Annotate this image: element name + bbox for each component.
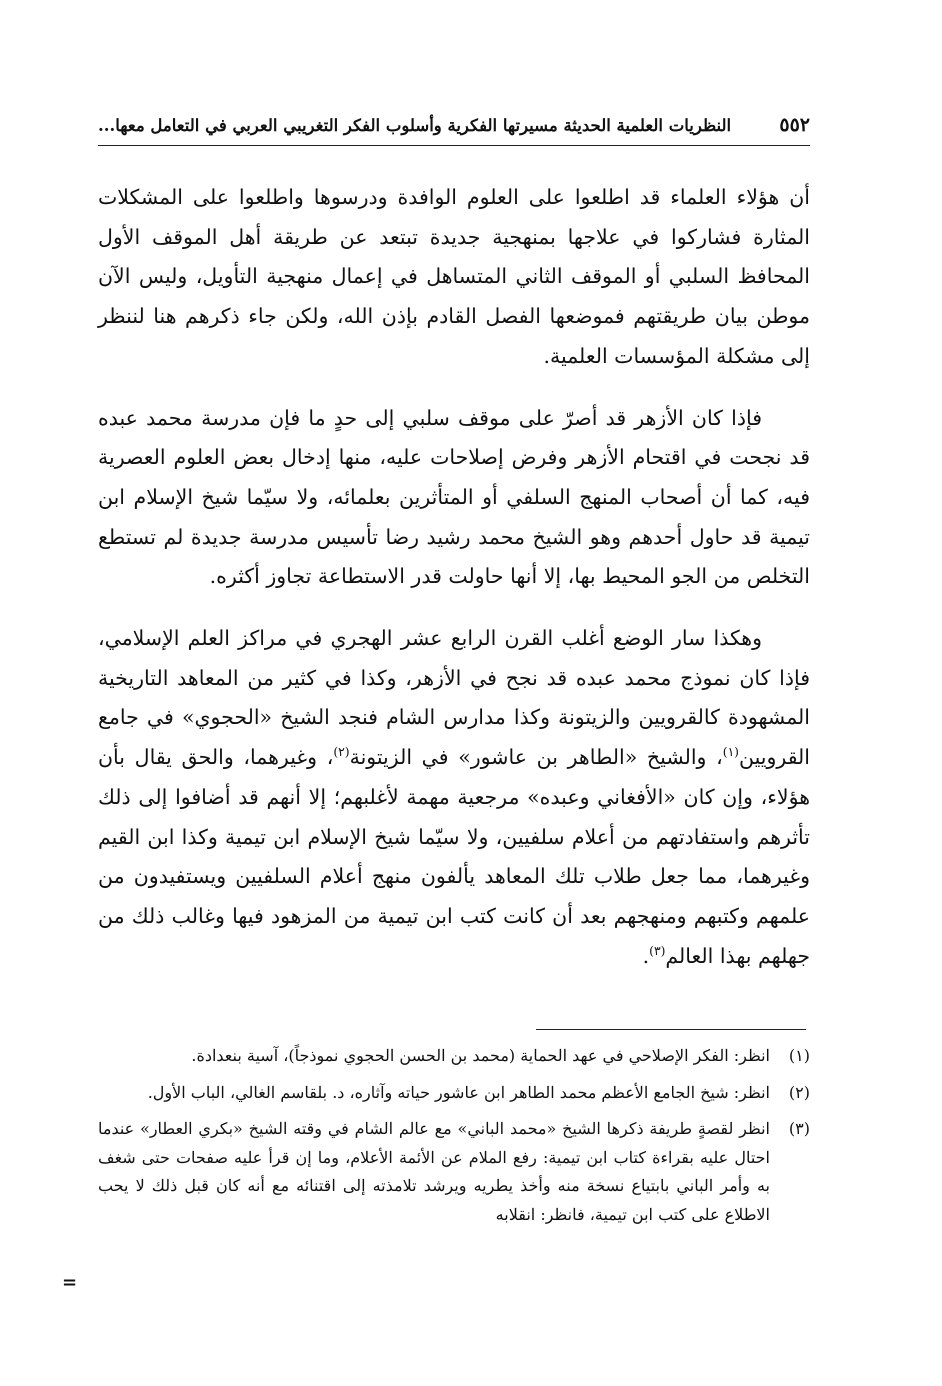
continuation-mark: = <box>62 1272 78 1293</box>
footnote-number: (٢) <box>788 1082 810 1102</box>
footnote-ref-3: (٣) <box>649 943 666 958</box>
page-number: ٥٥٢ <box>779 114 810 136</box>
paragraph-3-part-2: ، والشيخ «الطاهر بن عاشور» في الزيتونة <box>349 745 723 770</box>
paragraph-3-part-1: وهكذا سار الوضع أغلب القرن الرابع عشر الهجري في مراكز العلم الإسلامي، فإذا كان نموذج محمد عبده قد نجح في الأزهر، وكذا في كثير من المعاهد التاريخية المشهودة كالقرويين والزيتونة وكذا مدارس الشام فنجد الشيخ «الحجوي» في جامع القرويين <box>98 626 811 770</box>
footnote-number: (١) <box>788 1046 810 1065</box>
header-rule <box>98 145 810 146</box>
footnotes <box>98 1042 810 1237</box>
running-title: النظريات العلمية الحديثة مسيرتها الفكرية وأسلوب الفكر التغريبي العربي في التعامل معها... <box>98 115 732 135</box>
footnote-2 <box>98 1079 810 1108</box>
footnote-ref-2: (٢) <box>333 745 350 760</box>
paragraph-1: أن هؤلاء العلماء قد اطلعوا على العلوم الوافدة ودرسوها واطلعوا على المشكلات المثارة فشاركوا في علاجها بمنهجية جديدة تبتعد عن طريقة أهل الموقف الأول المحافظ السلبي أو الموقف الثاني المتساهل في إعمال منهجية التأويل، وليس الآن موطن بيان طريقتهم فموضعها الفصل القادم بإذن الله، ولكن جاء ذكرهم هنا لننظر إلى مشكلة المؤسسات العلمية. <box>98 185 810 368</box>
footnote-text: انظر: شيخ الجامع الأعظم محمد الطاهر ابن عاشور حياته وآثاره، د. بلقاسم الغالي، الباب الأول. <box>147 1082 770 1102</box>
page-header <box>98 110 810 140</box>
footnote-1 <box>98 1042 810 1071</box>
paragraph-3 <box>98 619 810 976</box>
footnote-3 <box>98 1115 810 1229</box>
footnote-text: انظر: الفكر الإصلاحي في عهد الحماية (محمد بن الحسن الحجوي نموذجاً)، آسية بنعدادة. <box>191 1046 770 1065</box>
paragraph-3-part-4: . <box>642 943 650 968</box>
paragraph-2: فإذا كان الأزهر قد أصرّ على موقف سلبي إلى حدٍ ما فإن مدرسة محمد عبده قد نجحت في اقتحام الأزهر وفرض إصلاحات عليه، منها إدخال بعض العلوم العصرية فيه، كما أن أصحاب المنهج السلفي أو المتأثرين بعلمائه، ولا سيّما شيخ الإسلام ابن تيمية قد حاول أحدهم وهو الشيخ محمد رشيد رضا تأسيس مدرسة جديدة لم تستطع التخلص من الجو المحيط بها، إلا أنها حاولت قدر الاستطاعة تجاوز أكثره. <box>98 405 810 589</box>
footnote-separator <box>536 1029 806 1030</box>
body-text <box>98 178 810 998</box>
footnote-number: (٣) <box>788 1119 810 1138</box>
footnote-text: انظر لقصةٍ طريفة ذكرها الشيخ «محمد الباني» مع عالم الشام في وقته الشيخ «بكري العطار» عندما احتال عليه بقراءة كتاب ابن تيمية: رفع الملام عن الأئمة الأعلام، وما إن قرأ عليه صفحات حتى شغف به وأمر الباني بابتياع نسخة منه وأخذ يطريه ويرشد تلامذته إلى اقتنائه مع أنه كان قبل ذلك لا يحب الاطلاع على كتب ابن تيمية، فانظر: انقلابه <box>98 1119 770 1224</box>
footnote-ref-1: (١) <box>722 745 739 760</box>
paragraph-3-part-3: ، وغيرهما، والحق يقال بأن هؤلاء، وإن كان «الأفغاني وعبده» مرجعية مهمة لأغلبهم؛ إلا أنهم قد أضافوا إلى ذلك تأثرهم واستفادتهم من أعلام سلفيين، ولا سيّما شيخ الإسلام ابن تيمية وكذا ابن القيم وغيرهما، مما جعل طلاب تلك المعاهد يألفون منهج أعلام السلفيين ويستفيدون من علمهم وكتبهم ومنهجهم بعد أن كانت كتب ابن تيمية من المزهود فيها وغالب ذلك من جهلهم بهذا العالم <box>98 745 810 968</box>
